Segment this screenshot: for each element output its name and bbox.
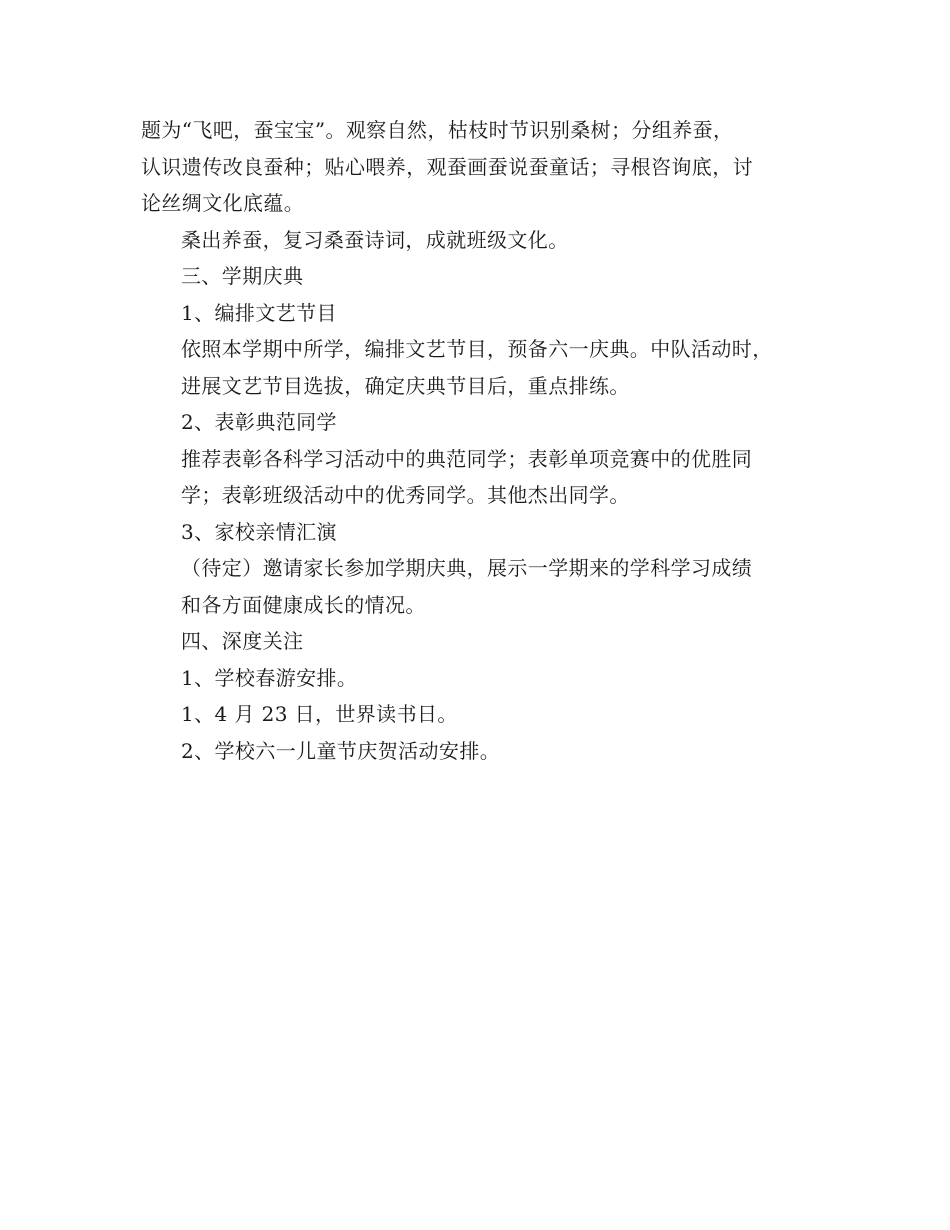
subheading-arrange-performances bbox=[141, 295, 821, 332]
subheading-commend-students bbox=[141, 404, 821, 441]
heading-text: 2、表彰典范同学 bbox=[181, 410, 337, 434]
list-item-text: 1、4 月 23 日，世界读书日。 bbox=[181, 702, 458, 726]
paragraph-class-culture bbox=[141, 222, 821, 259]
paragraph-performances bbox=[141, 331, 821, 404]
paragraph-commendations bbox=[141, 441, 821, 514]
list-item-text: 2、学校六一儿童节庆贺活动安排。 bbox=[181, 738, 501, 763]
text-line: 认识遗传改良蚕种；贴心喂养，观蚕画蚕说蚕童话；寻根咨询底，讨 bbox=[141, 154, 753, 179]
text-line: 题为“飞吧，蚕宝宝”。观察自然，枯枝时节识别桑树；分组养蚕， bbox=[141, 118, 734, 142]
list-item-reading-day bbox=[141, 696, 821, 733]
list-item-text: 1、学校春游安排。 bbox=[181, 665, 358, 690]
list-item-spring-outing bbox=[141, 660, 821, 697]
text-line: 推荐表彰各科学习活动中的典范同学；表彰单项竞赛中的优胜同 bbox=[181, 446, 753, 471]
text-line: 进展文艺节目选拔，确定庆典节目后，重点排练。 bbox=[181, 373, 630, 398]
paragraph-family-show bbox=[141, 550, 821, 623]
section-heading-focus bbox=[141, 623, 821, 660]
text-line: 学；表彰班级活动中的优秀同学。其他杰出同学。 bbox=[181, 483, 630, 507]
subheading-family-show bbox=[141, 514, 821, 551]
heading-text: 3、家校亲情汇演 bbox=[181, 519, 337, 544]
heading-text: 1、编排文艺节目 bbox=[181, 300, 337, 325]
heading-text: 三、学期庆典 bbox=[181, 264, 304, 288]
list-item-childrens-day bbox=[141, 733, 821, 770]
heading-text: 四、深度关注 bbox=[181, 629, 304, 653]
text-line: 依照本学期中所学，编排文艺节目，预备六一庆典。中队活动时， bbox=[181, 337, 773, 361]
section-heading-semester-celebration bbox=[141, 258, 821, 295]
document-body bbox=[141, 112, 821, 769]
text-line: 论丝绸文化底蕴。 bbox=[141, 191, 305, 215]
paragraph-silkworm-activity bbox=[141, 112, 821, 222]
text-line: 和各方面健康成长的情况。 bbox=[181, 592, 426, 617]
text-line: 桑出养蚕，复习桑蚕诗词，成就班级文化。 bbox=[181, 227, 569, 252]
text-line: （待定）邀请家长参加学期庆典，展示一学期来的学科学习成绩 bbox=[181, 556, 753, 580]
